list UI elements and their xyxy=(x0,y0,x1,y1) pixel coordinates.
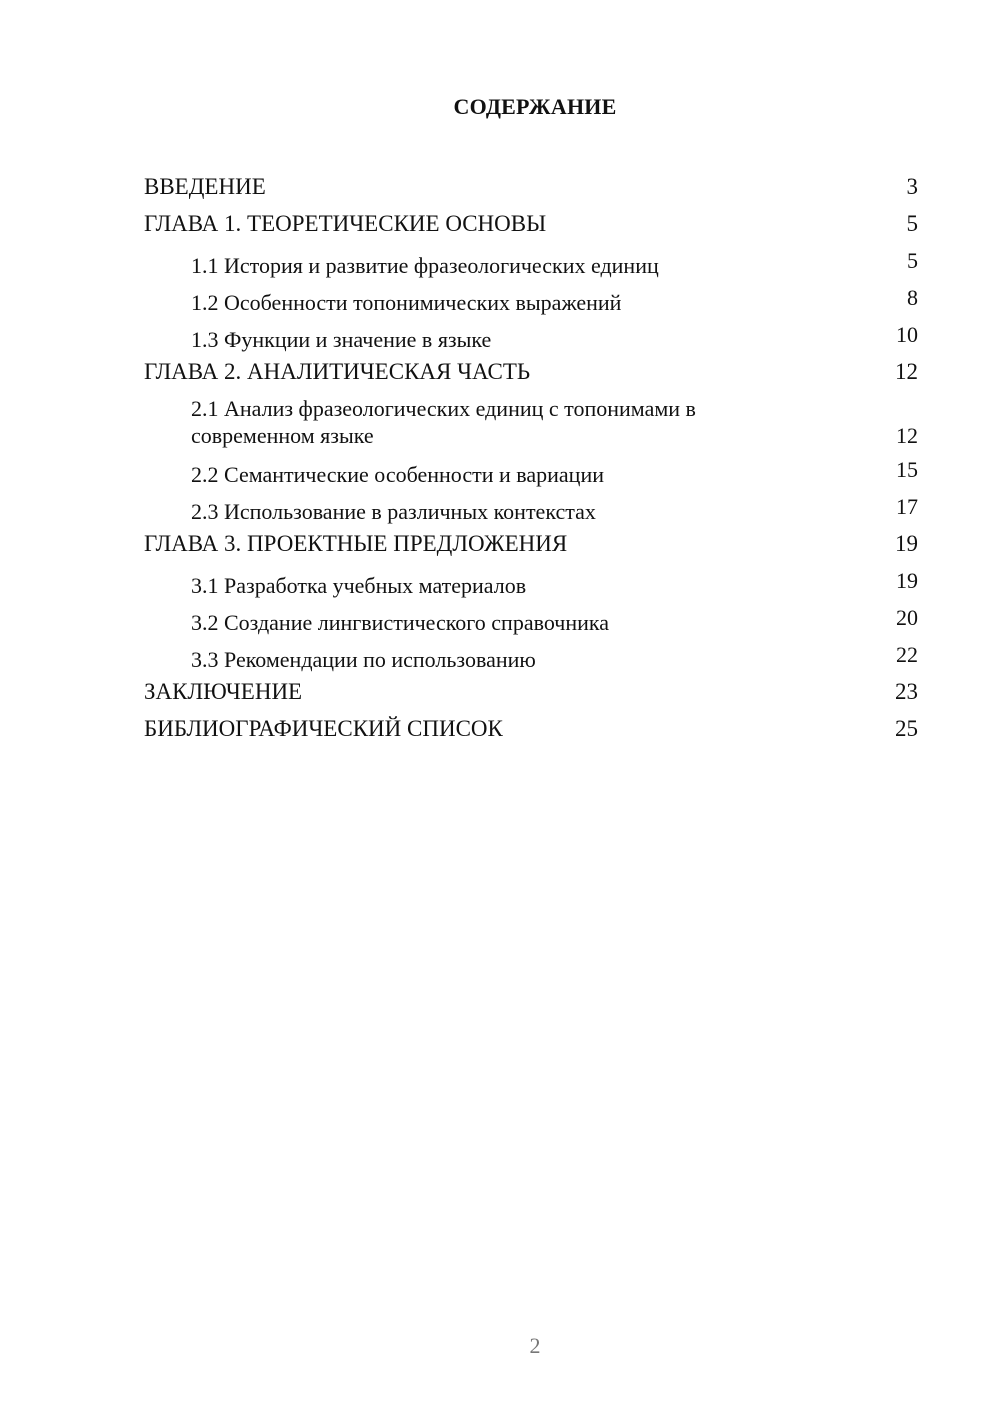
toc-entry-page: 10 xyxy=(896,322,918,347)
toc-entry-label: ВВЕДЕНИЕ xyxy=(144,174,266,199)
toc-entry-label: 2.1 Анализ фразеологических единиц с топонимами в современном языке xyxy=(191,396,696,448)
toc-entry-page: 19 xyxy=(896,568,918,593)
toc-entry-conclusion xyxy=(144,673,918,710)
toc-entry-label: 1.2 Особенности топонимических выражений xyxy=(191,290,622,315)
toc-entry-page: 12 xyxy=(896,423,918,448)
toc-entry-page: 23 xyxy=(895,679,918,704)
toc-entry-section-1-3 xyxy=(144,316,918,353)
toc-entry-page: 3 xyxy=(906,174,918,199)
toc-entry-section-3-1 xyxy=(144,562,918,599)
toc-entry-page: 5 xyxy=(907,248,918,273)
toc-entry-label: ЗАКЛЮЧЕНИЕ xyxy=(144,679,303,704)
toc-entry-section-2-1 xyxy=(144,390,918,451)
toc-entry-bibliography xyxy=(144,710,918,747)
toc-entry-chapter-1 xyxy=(144,205,918,242)
page-number: 2 xyxy=(529,1333,541,1358)
toc-entry-page: 22 xyxy=(896,642,918,667)
toc-entry-page: 8 xyxy=(907,285,918,310)
toc-entry-section-2-3 xyxy=(144,488,918,525)
toc-entry-page: 17 xyxy=(896,494,918,519)
toc-entry-label: ГЛАВА 3. ПРОЕКТНЫЕ ПРЕДЛОЖЕНИЯ xyxy=(144,531,568,556)
toc-entry-section-2-2 xyxy=(144,451,918,488)
toc-entry-page: 19 xyxy=(895,531,918,556)
toc-entry-label: 1.1 История и развитие фразеологических единиц xyxy=(191,253,659,278)
toc-entry-page: 25 xyxy=(895,716,918,741)
toc-entry-introduction xyxy=(144,168,918,205)
toc-entry-label: 3.2 Создание лингвистического справочника xyxy=(191,610,609,635)
toc-entry-section-3-3 xyxy=(144,636,918,673)
page-title: СОДЕРЖАНИЕ xyxy=(453,94,617,119)
toc-entry-label: ГЛАВА 2. АНАЛИТИЧЕСКАЯ ЧАСТЬ xyxy=(144,359,531,384)
toc-entry-page: 12 xyxy=(895,359,918,384)
table-of-contents xyxy=(144,168,918,747)
toc-entry-page: 20 xyxy=(896,605,918,630)
toc-entry-label: 3.1 Разработка учебных материалов xyxy=(191,573,527,598)
toc-entry-section-1-2 xyxy=(144,279,918,316)
toc-entry-chapter-2 xyxy=(144,353,918,390)
toc-entry-label: 2.2 Семантические особенности и вариации xyxy=(191,462,604,487)
toc-entry-label: БИБЛИОГРАФИЧЕСКИЙ СПИСОК xyxy=(144,716,503,741)
toc-entry-label: 2.3 Использование в различных контекстах xyxy=(191,499,596,524)
toc-entry-section-3-2 xyxy=(144,599,918,636)
toc-entry-page: 5 xyxy=(906,211,918,236)
toc-entry-section-1-1 xyxy=(144,242,918,279)
toc-entry-label: ГЛАВА 1. ТЕОРЕТИЧЕСКИЕ ОСНОВЫ xyxy=(144,211,547,236)
toc-entry-chapter-3 xyxy=(144,525,918,562)
toc-entry-label: 3.3 Рекомендации по использованию xyxy=(191,647,536,672)
toc-entry-page: 15 xyxy=(896,457,918,482)
toc-entry-label: 1.3 Функции и значение в языке xyxy=(191,327,492,352)
